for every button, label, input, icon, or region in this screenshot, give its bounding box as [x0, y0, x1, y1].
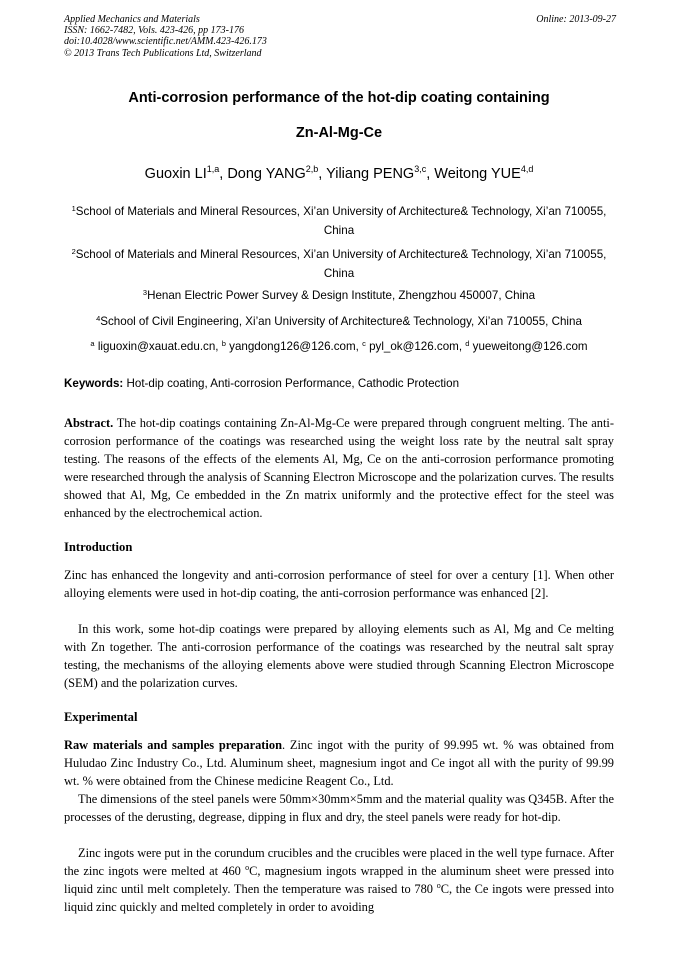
email-mark: c: [362, 339, 366, 348]
subsection-label: Raw materials and samples preparation: [64, 738, 282, 752]
email-address: pyl_ok@126.com,: [365, 340, 466, 353]
keywords-label: Keywords:: [64, 377, 124, 390]
affiliation-mark: 4: [96, 314, 101, 323]
author-list: [64, 166, 614, 182]
affiliation-text: School of Materials and Mineral Resources, Xi’an University of Architecture& Technology, Xi’an 710055, China: [75, 205, 607, 237]
paragraph-text: C, magnesium ingots wrapped in the aluminum sheet were pressed into liquid zinc until melt completely. Then the temperature was raised to 780: [64, 864, 614, 896]
author-name: Yiliang PENG: [326, 166, 415, 182]
paragraph-text: C, the Ce ingots were pressed into liquid zinc quickly and melted completely in order to avoiding: [64, 882, 614, 914]
author-name: Weitong YUE: [434, 166, 521, 182]
experimental-paragraph-2: The dimensions of the steel panels were 50mm×30mm×5mm and the material quality was Q345B. After the processes of the derusting, degrease, dipping in flux and dry, the steel panels were ready for hot-dip.: [64, 792, 614, 824]
author-emails: [64, 338, 614, 357]
experimental-paragraph-1: [64, 736, 614, 790]
paragraph-text: . Zinc ingot with the purity of 99.995 wt. % was obtained from Huludao Zinc Industry Co., Ltd. Aluminum sheet, magnesium ingot and Ce ingot all with the purity of 99.99 wt. % were obtained from the Chinese medicine Reagent Co., Ltd.: [64, 738, 614, 788]
paragraph-text: Zinc ingots were put in the corundum crucibles and the crucibles were placed in the well type furnace. After the zinc ingots were melted at 460: [64, 846, 614, 878]
paper-title-line2: Zn-Al-Mg-Ce: [295, 125, 383, 141]
introduction-paragraph-1: Zinc has enhanced the longevity and anti-corrosion performance of steel for over a century [1]. When other alloying elements were used in hot-dip coating, the anti-corrosion performance was enhanced [2].: [64, 568, 614, 600]
abstract-label: Abstract.: [64, 416, 114, 430]
author-separator: ,: [426, 166, 435, 182]
email-mark: d: [465, 339, 470, 348]
email-mark: a: [90, 339, 95, 348]
affiliation-mark: 1: [71, 204, 76, 213]
affiliation-3: [64, 287, 614, 306]
email-address: yueweitong@126.com: [469, 340, 588, 353]
email-address: yangdong126@126.com,: [225, 340, 363, 353]
email-address: liguoxin@xauat.edu.cn,: [94, 340, 222, 353]
author-affiliation-mark: 1,a: [206, 164, 220, 174]
abstract: [64, 414, 614, 522]
keywords: [64, 377, 616, 390]
experimental-paragraph-3: [64, 844, 614, 916]
email-mark: b: [221, 339, 226, 348]
author-separator: ,: [318, 166, 327, 182]
affiliation-text: School of Civil Engineering, Xi’an University of Architecture& Technology, Xi’an 710055, China: [100, 315, 582, 328]
degree-mark: o: [245, 863, 250, 872]
copyright-line: © 2013 Trans Tech Publications Ltd, Switzerland: [64, 47, 262, 59]
affiliation-mark: 2: [71, 247, 76, 256]
abstract-text: The hot-dip coatings containing Zn-Al-Mg-Ce were prepared through congruent melting. The anti-corrosion performance of the coatings was researched using the weight loss rate by the neutral salt spray testing. The reasons of the effects of the elements Al, Mg, Ce on the anti-corrosion performance promoting were researched through the analysis of Scanning Electron Microscope and the polarization curves. The results showed that Al, Mg, Ce embedded in the Zn matrix uniformly and the protective effect for the steel was enhanced by the electrochemical action.: [64, 416, 614, 520]
author-separator: ,: [219, 166, 228, 182]
affiliation-2: [64, 246, 614, 283]
author-affiliation-mark: 4,d: [520, 164, 534, 174]
keywords-text: Hot-dip coating, Anti-corrosion Performance, Cathodic Protection: [123, 377, 460, 390]
issn-line: ISSN: 1662-7482, Vols. 423-426, pp 173-176: [64, 25, 244, 37]
journal-name: Applied Mechanics and Materials: [64, 14, 200, 25]
doi-line: doi:10.4028/www.scientific.net/AMM.423-426.173: [64, 36, 267, 48]
affiliation-4: [64, 313, 614, 332]
paper-title-line1: Anti-corrosion performance of the hot-dip coating containing: [128, 90, 550, 106]
affiliation-text: Henan Electric Power Survey & Design Institute, Zhengzhou 450007, China: [147, 289, 536, 302]
affiliation-mark: 3: [142, 288, 148, 297]
section-heading-introduction: Introduction: [64, 540, 133, 554]
author-affiliation-mark: 2,b: [305, 164, 319, 174]
affiliation-1: [64, 203, 614, 240]
introduction-paragraph-2: In this work, some hot-dip coatings were prepared by alloying elements such as Al, Mg and Ce melting with Zn together. The anti-corrosion performance of the coatings was researched by the neutral salt spray testing, the mechanisms of the alloying elements above were studied through Scanning Electron Microscope (SEM) and the polarization curves.: [64, 622, 614, 690]
degree-mark: o: [436, 881, 441, 890]
section-heading-experimental: Experimental: [64, 710, 138, 724]
author-name: Guoxin LI: [144, 166, 207, 182]
online-date: Online: 2013-09-27: [536, 14, 616, 25]
author-name: Dong YANG: [227, 166, 306, 182]
author-affiliation-mark: 3,c: [414, 164, 427, 174]
affiliation-text: School of Materials and Mineral Resources, Xi’an University of Architecture& Technology, Xi’an 710055, China: [75, 248, 607, 280]
journal-header: [64, 14, 616, 59]
